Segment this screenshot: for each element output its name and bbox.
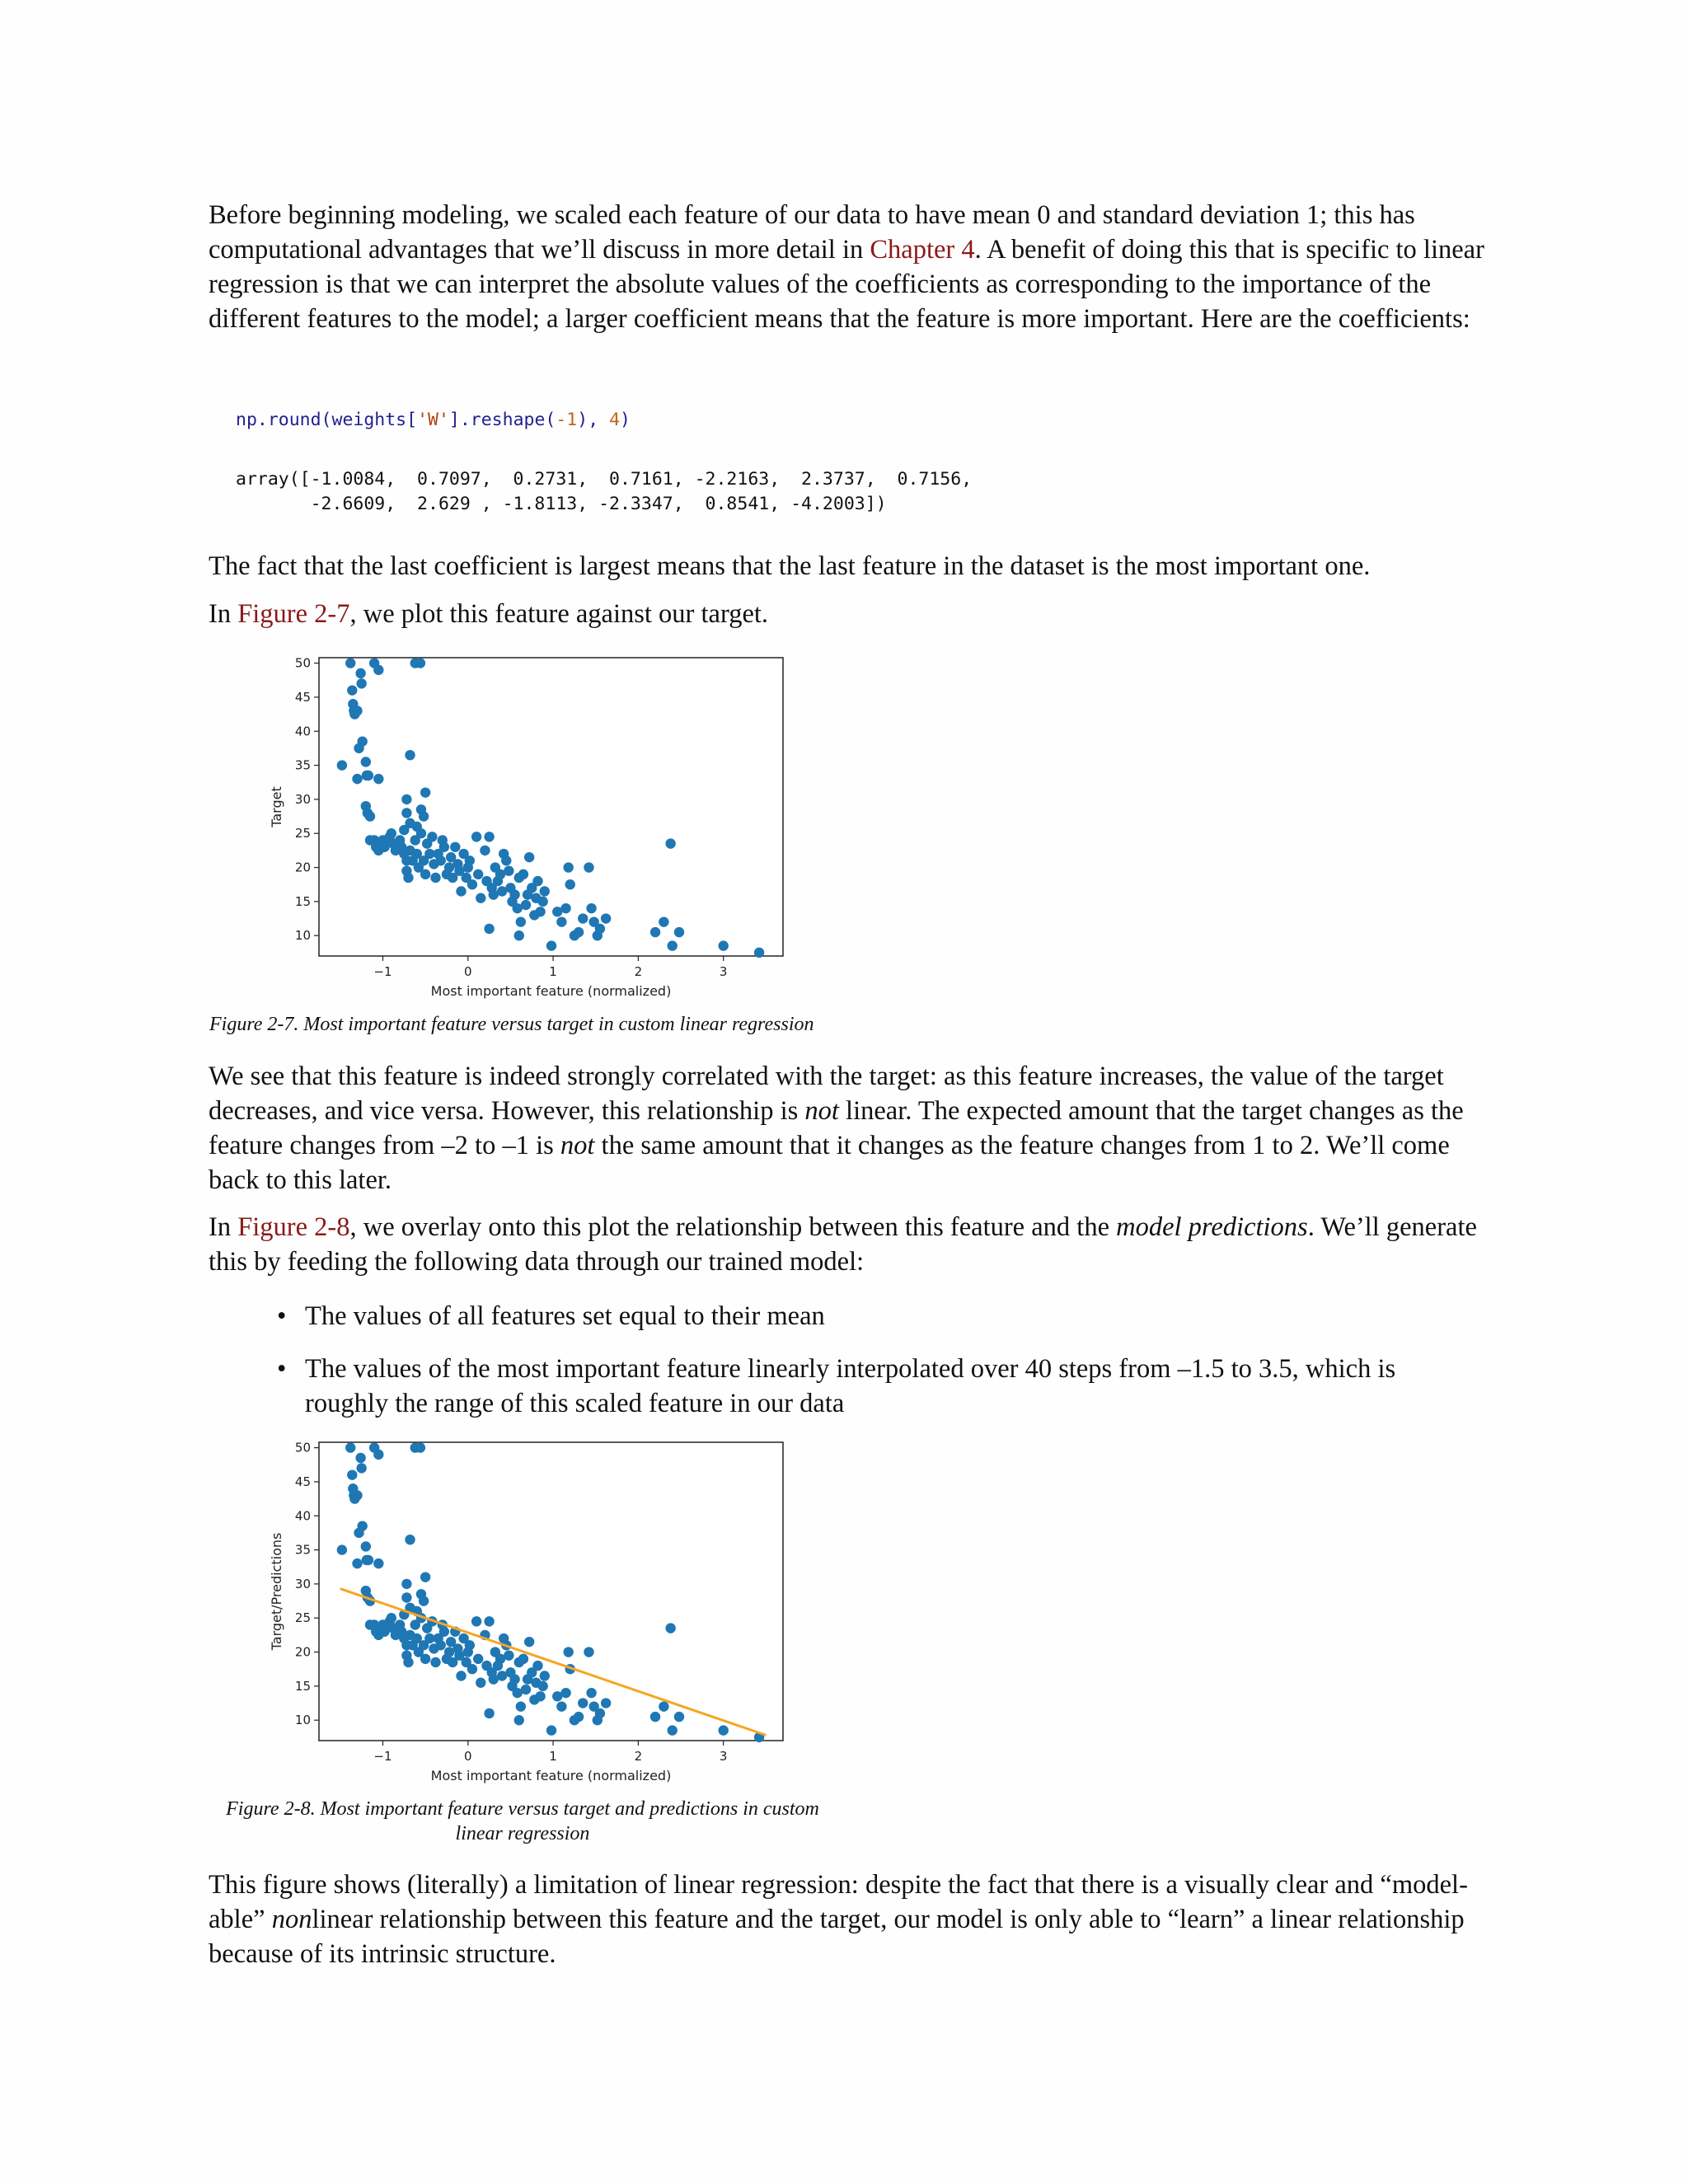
- y-tick-label: 50: [294, 1440, 311, 1455]
- data-point: [659, 1701, 668, 1711]
- data-point: [532, 876, 542, 886]
- data-point: [540, 886, 550, 896]
- data-point: [565, 879, 575, 889]
- data-point: [352, 1558, 362, 1568]
- y-tick-label: 45: [294, 1474, 311, 1489]
- figure-2-7-intro: In Figure 2-7, we plot this feature against our target.: [209, 599, 769, 629]
- x-tick-label: 1: [549, 964, 557, 979]
- data-point: [401, 794, 411, 804]
- data-point: [403, 873, 413, 883]
- data-point: [420, 1654, 430, 1664]
- data-point: [357, 1521, 367, 1530]
- y-axis-label: Target/Predictions: [269, 1532, 284, 1651]
- data-point: [345, 658, 355, 668]
- output-line-2: -2.6609, 2.629 , -1.8113, -2.3347, 0.8541, -4.2003]): [236, 494, 887, 514]
- data-point: [471, 1616, 481, 1626]
- data-point: [578, 1698, 588, 1708]
- data-point: [401, 1592, 411, 1602]
- data-point: [560, 1688, 570, 1698]
- data-point: [509, 889, 519, 899]
- x-tick-label: 0: [464, 964, 472, 979]
- y-axis-label: Target: [269, 786, 284, 827]
- data-point: [574, 927, 584, 937]
- data-point: [501, 855, 511, 865]
- data-point: [650, 1712, 660, 1722]
- x-tick-label: 2: [634, 964, 643, 979]
- figure-2-8-intro: In Figure 2-8, we overlay onto this plot the relationship between this feature and the model predictions. We’ll generate this by feeding the following data through our trained model:: [209, 1212, 1477, 1277]
- data-point: [467, 1664, 477, 1674]
- data-point: [405, 750, 415, 760]
- data-point: [540, 1671, 550, 1680]
- list-item: • The values of all features set equal to their mean: [272, 1299, 1484, 1333]
- y-tick-label: 35: [294, 1542, 311, 1558]
- data-point: [465, 1640, 475, 1650]
- data-point: [586, 903, 596, 913]
- data-point: [668, 1725, 678, 1735]
- figure-2-8-link[interactable]: Figure 2-8: [237, 1212, 350, 1242]
- data-point: [473, 1654, 483, 1664]
- data-point: [361, 757, 371, 766]
- data-point: [439, 842, 449, 852]
- figure-2-7-link[interactable]: Figure 2-7: [237, 599, 350, 629]
- data-point: [586, 1688, 596, 1698]
- data-point: [537, 1681, 547, 1691]
- plot-area: [319, 1442, 783, 1741]
- data-point: [476, 893, 485, 903]
- data-point: [484, 1708, 494, 1718]
- data-point: [415, 658, 425, 668]
- data-point: [668, 940, 678, 950]
- data-point: [595, 1708, 605, 1718]
- data-point: [674, 1712, 684, 1722]
- data-point: [355, 1453, 365, 1463]
- data-point: [535, 1691, 545, 1701]
- x-tick-label: 3: [719, 1749, 728, 1764]
- data-point: [436, 1640, 446, 1650]
- x-tick-label: 1: [549, 1749, 557, 1764]
- data-point: [516, 1701, 526, 1711]
- data-point: [514, 930, 524, 940]
- data-point: [524, 852, 534, 862]
- x-tick-label: 2: [634, 1749, 643, 1764]
- data-point: [420, 869, 430, 879]
- data-point: [521, 1685, 531, 1694]
- x-tick-label: −1: [373, 964, 392, 979]
- data-point: [337, 760, 347, 770]
- data-point: [471, 832, 481, 841]
- data-point: [518, 1654, 528, 1664]
- data-point: [420, 1572, 430, 1582]
- data-point: [578, 913, 588, 923]
- data-point: [521, 900, 531, 910]
- y-tick-label: 35: [294, 757, 311, 773]
- data-point: [356, 678, 366, 688]
- data-point: [357, 736, 367, 746]
- data-point: [650, 927, 660, 937]
- data-point: [456, 1671, 466, 1680]
- correlation-paragraph: We see that this feature is indeed strongly correlated with the target: as this feature increases, the value of the target decreases, and vice versa. However, this relationship is not linear. The expected amount that the target changes as the feature changes from –2 to –1 is not the same amount that it changes as the feature changes from 1 to 2. We’ll come back to this later.: [209, 1062, 1464, 1195]
- data-point: [412, 822, 422, 832]
- limitation-paragraph: This figure shows (literally) a limitation of linear regression: despite the fact that there is a visually clear and “model-able” nonlinear relationship between this feature and the target, our model is only able to “learn” a linear relationship because of its intrinsic structure.: [209, 1870, 1468, 1969]
- output-line-1: array([-1.0084, 0.7097, 0.2731, 0.7161, -2.2163, 2.3737, 0.7156,: [236, 469, 973, 490]
- data-point: [345, 1442, 355, 1452]
- data-point: [659, 916, 668, 926]
- bullet-list: [272, 1299, 1484, 1421]
- data-point: [476, 1678, 485, 1688]
- data-point: [420, 787, 430, 797]
- data-point: [373, 665, 383, 675]
- y-tick-label: 10: [294, 928, 311, 944]
- data-point: [484, 924, 494, 934]
- data-point: [347, 685, 357, 695]
- list-item: • The values of the most important feature linearly interpolated over 40 steps from –1.5 to 3.5, which is roughly the range of this scaled feature in our data: [272, 1352, 1484, 1421]
- data-point: [718, 940, 728, 950]
- data-point: [484, 1616, 494, 1626]
- data-point: [352, 705, 362, 715]
- y-tick-label: 50: [294, 655, 311, 671]
- data-point: [347, 1469, 357, 1479]
- figure-2-7-scatter-chart: [264, 649, 808, 1004]
- chapter-4-link[interactable]: Chapter 4: [870, 235, 975, 265]
- data-point: [430, 1657, 440, 1667]
- x-tick-label: 0: [464, 1749, 472, 1764]
- figure-2-8-scatter-chart: [264, 1434, 808, 1788]
- figure-2-8-caption: Figure 2-8. Most important feature versus target and predictions in custom linear regression: [226, 1798, 819, 1844]
- data-point: [399, 825, 409, 835]
- data-point: [387, 1613, 396, 1623]
- data-point: [416, 1589, 426, 1599]
- data-point: [556, 916, 566, 926]
- data-point: [365, 811, 375, 821]
- data-point: [754, 948, 764, 958]
- data-point: [518, 869, 528, 879]
- data-point: [524, 1637, 534, 1647]
- data-point: [504, 865, 513, 875]
- data-point: [401, 808, 411, 818]
- data-point: [535, 907, 545, 916]
- data-point: [387, 828, 396, 838]
- data-point: [363, 1555, 373, 1565]
- data-point: [405, 1535, 415, 1544]
- y-tick-label: 20: [294, 1644, 311, 1660]
- y-tick-label: 25: [294, 826, 311, 841]
- data-point: [352, 774, 362, 784]
- data-point: [516, 916, 526, 926]
- data-point: [450, 842, 460, 852]
- y-tick-label: 10: [294, 1713, 311, 1728]
- data-point: [601, 1698, 611, 1708]
- data-point: [718, 1725, 728, 1735]
- data-point: [363, 771, 373, 780]
- data-point: [674, 927, 684, 937]
- data-point: [373, 1450, 383, 1460]
- data-point: [427, 832, 437, 841]
- data-point: [665, 838, 675, 848]
- data-point: [556, 1701, 566, 1711]
- data-point: [436, 855, 446, 865]
- data-point: [484, 832, 494, 841]
- data-point: [356, 1463, 366, 1473]
- y-tick-label: 25: [294, 1610, 311, 1626]
- y-tick-label: 15: [294, 893, 311, 909]
- data-point: [532, 1661, 542, 1671]
- y-tick-label: 30: [294, 791, 311, 807]
- data-point: [546, 940, 556, 950]
- data-point: [352, 1490, 362, 1500]
- data-point: [355, 668, 365, 678]
- y-tick-label: 20: [294, 860, 311, 875]
- data-point: [563, 1647, 573, 1657]
- data-point: [403, 1657, 413, 1667]
- data-point: [415, 1442, 425, 1452]
- data-point: [546, 1725, 556, 1735]
- data-point: [416, 804, 426, 814]
- data-point: [439, 1627, 449, 1637]
- y-tick-label: 40: [294, 1508, 311, 1524]
- data-point: [465, 855, 475, 865]
- x-axis-label: Most important feature (normalized): [430, 1768, 672, 1783]
- x-tick-label: 3: [719, 964, 728, 979]
- data-point: [665, 1623, 675, 1633]
- data-point: [509, 1674, 519, 1684]
- data-point: [560, 903, 570, 913]
- coefficient-paragraph: The fact that the last coefficient is largest means that the last feature in the dataset is the most important one.: [209, 551, 1371, 581]
- data-point: [337, 1544, 347, 1554]
- y-tick-label: 45: [294, 689, 311, 705]
- y-tick-label: 40: [294, 724, 311, 739]
- code-input: np.round(weights['W'].reshape(-1), 4): [236, 410, 631, 430]
- plot-area: [319, 658, 783, 956]
- data-point: [480, 846, 490, 855]
- x-axis-label: Most important feature (normalized): [430, 983, 672, 999]
- data-point: [373, 1558, 383, 1568]
- data-point: [473, 869, 483, 879]
- data-point: [601, 913, 611, 923]
- data-point: [504, 1650, 513, 1660]
- data-point: [401, 1579, 411, 1589]
- data-point: [563, 862, 573, 872]
- data-point: [467, 879, 477, 889]
- data-point: [584, 862, 593, 872]
- figure-2-7-caption: Figure 2-7. Most important feature versus target in custom linear regression: [209, 1014, 814, 1035]
- data-point: [373, 774, 383, 784]
- intro-paragraph: Before beginning modeling, we scaled each feature of our data to have mean 0 and standard deviation 1; this has computational advantages that we’ll discuss in more detail in Chapter 4. A benefit of doing this that is specific to linear regression is that we can interpret the absolute values of the coefficients as corresponding to the importance of the different features to the model; a larger coefficient means that the feature is more important. Here are the coefficients:: [209, 200, 1484, 334]
- data-point: [584, 1647, 593, 1657]
- data-point: [456, 886, 466, 896]
- y-tick-label: 30: [294, 1576, 311, 1591]
- data-point: [361, 1541, 371, 1551]
- code-output: [236, 467, 972, 517]
- data-point: [574, 1712, 584, 1722]
- data-point: [430, 873, 440, 883]
- data-point: [537, 897, 547, 907]
- data-point: [595, 924, 605, 934]
- x-tick-label: −1: [373, 1749, 392, 1764]
- data-point: [514, 1715, 524, 1725]
- y-tick-label: 15: [294, 1678, 311, 1694]
